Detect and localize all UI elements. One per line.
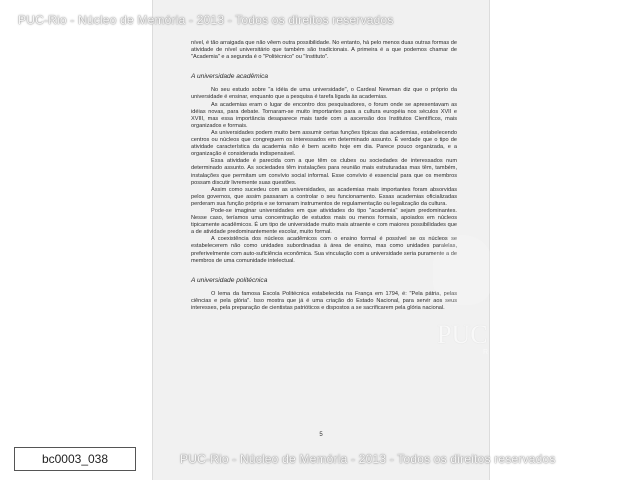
section-heading-academic: A universidade acadêmica	[191, 73, 269, 81]
seal-icon	[433, 235, 493, 305]
paragraph: O lema da famosa Escola Politécnica estabelecida na França em 1794, é: "Pela pátria, pelas ciências e pela glória". Isso mostra que já é uma criação do Estado Nacional, para servir aos seus interesses, pela preparação de cientistas patrióticos e dispostos a se sacrificarem pela glória nacional.	[191, 290, 457, 311]
watermark-top: PUC-Rio - Núcleo de Memória - 2013 - Todos os direitos reservados	[18, 13, 394, 27]
paragraph: Pode-se imaginar universidades em que atividades do tipo "academia" sejam predominantes. Nesse caso, teríamos uma concentração de estudos mais ou menos formais, apoiados em núcleos tipicamente acadêmicos. É um tipo de universidade muito mais atraente e com maiores possibilidades que a de atividade predominantemente escolar, muito formal.	[191, 207, 457, 236]
paragraph: No seu estudo sobre "a idéia de uma universidade", o Cardeal Newman diz que o próprio da universidade é ensinar, enquanto que a pesquisa é tarefa ligada às academias.	[191, 87, 457, 101]
page-body	[191, 40, 457, 312]
logo-text: PUC	[437, 320, 488, 349]
puc-rio-logo-watermark	[425, 215, 505, 365]
catalog-label: bc0003_038	[14, 447, 136, 471]
paragraph: Assim como sucedeu com as universidades, as academias mais importantes foram absorvidas pelos governos, que assim passaram a controlar o seu funcionamento. Essas academias oficializadas perderam sua função própria e se tornaram instrumentos de regulamentação ou legalização da cultura.	[191, 186, 457, 207]
watermark-bottom: PUC-Rio - Núcleo de Memória - 2013 - Todos os direitos reservados	[180, 452, 556, 466]
section-heading-polytechnic: A universidade politécnica	[191, 276, 268, 284]
paragraph: Essa atividade é parecida com a que têm os clubes ou sociedades de interessados num determinado assunto. As sociedades têm instalações para reunião mais estruturadas mas têm, também, instalações que permitam um convívio social informal. Esse convívio é essencial para que os membros possam discutir livremente suas questões.	[191, 158, 457, 186]
paragraph: As universidades podem muito bem assumir certas funções típicas das academias, estabelecendo centros ou núcleos que congreguem os interessados em determinado assunto. É verdade que o tipo de atividade característica da academia não é bem aceito hoje em dia. Parece pouco organizada, e a organização é considerada indispensável.	[191, 129, 457, 158]
page-number: 5	[319, 432, 323, 438]
paragraph: A coexistência dos núcleos acadêmicos com o ensino formal é possível se os núcleos se estabelecerem não como unidades subordinadas à área de ensino, mas como unidades paralelas, preferivelmente com auto-suficiência econômica. Sua vinculação com a universidade seria puramente a de membros de uma comunidade intelectual.	[191, 236, 457, 264]
logo-subtext: RIO	[483, 349, 502, 356]
paragraph: As academias eram o lugar de encontro dos pesquisadores, o forum onde se apresentavam as idéias novas, para debate. Tornaram-se muito importantes para a cultura européia nos séculos XVII e XVIII, mas essa importância desaparece mais tarde com a ascensão dos Institutos Científicos, mais organizados e formais.	[191, 101, 457, 129]
intro-paragraph: nível, é tão arraigada que não vêem outra possibilidade. No entanto, há pelo menos duas outras formas de atividade de nível universitário que também são tradicionais. A primeira é a que podemos chamar de "Academia" e a segunda é o "Politécnico" ou "Instituto".	[191, 40, 457, 61]
